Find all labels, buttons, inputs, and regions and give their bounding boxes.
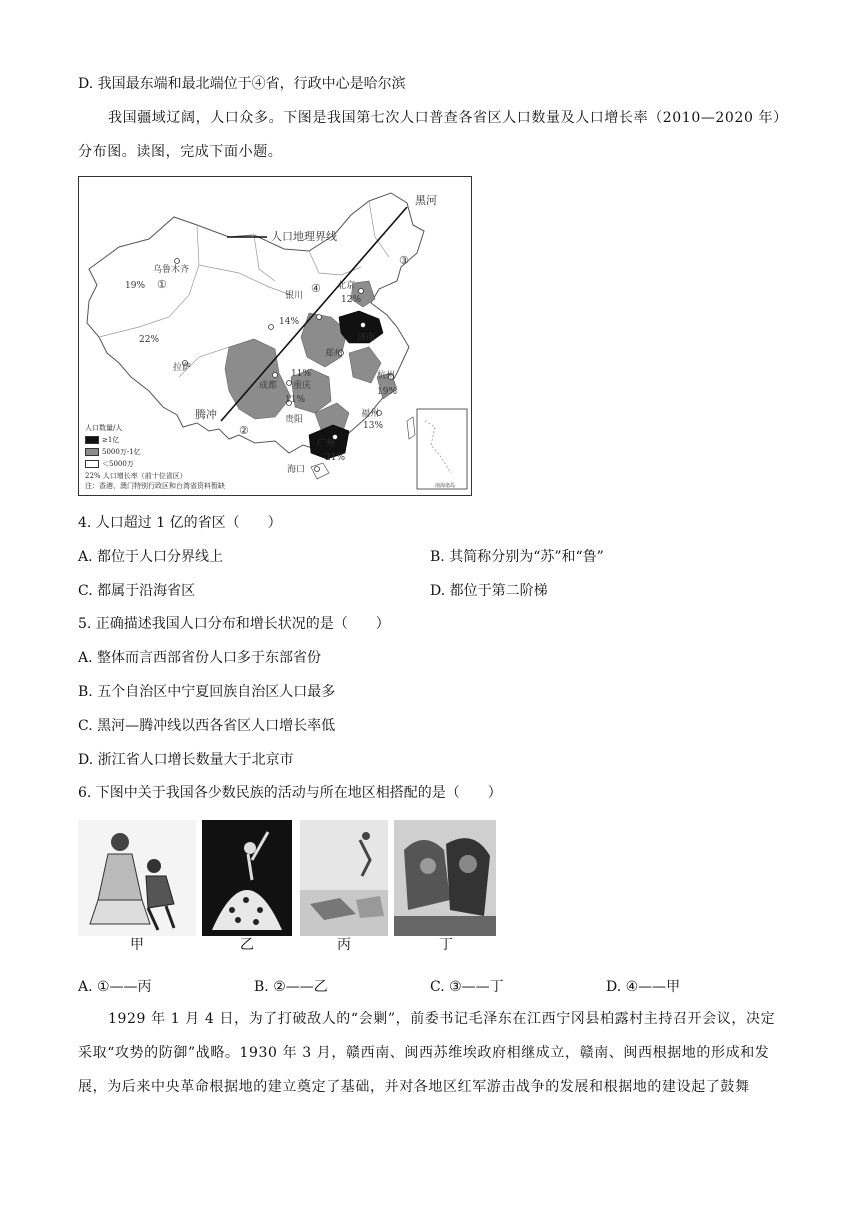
q5-option-b[interactable]: B. 五个自治区中宁夏回族自治区人口最多: [78, 684, 336, 700]
legend-growth-note: 22% 人口增长率（前十位省区）: [85, 472, 187, 480]
q5-stem: 5. 正确描述我国人口分布和增长状况的是（ ）: [78, 616, 390, 632]
city-urumqi: 乌鲁木齐: [153, 265, 190, 275]
caption-ding: 丁: [439, 937, 453, 953]
marker-4: ④: [311, 282, 321, 295]
city-chongqing: 重庆: [293, 381, 312, 391]
growth-beijing: 12%: [341, 295, 362, 305]
population-map: [78, 176, 472, 496]
q4-option-a[interactable]: A. 都位于人口分界线上: [78, 549, 224, 565]
city-heihe: 黑河: [415, 194, 437, 207]
q4-option-d[interactable]: D. 都位于第二阶梯: [430, 583, 548, 599]
city-jinan: 济南: [357, 333, 376, 343]
q6-option-d[interactable]: D. ④——甲: [606, 979, 681, 995]
q5-option-a[interactable]: A. 整体而言西部省份人口多于东部省份: [78, 650, 322, 666]
city-tengchong: 腾冲: [195, 408, 217, 421]
city-chengdu: 成都: [259, 381, 278, 391]
marker-3: ③: [399, 254, 409, 267]
q6-option-c[interactable]: C. ③——丁: [430, 979, 504, 995]
legend-item-white: ＜5000万: [85, 459, 134, 469]
growth-guizhou: 11%: [285, 395, 306, 405]
legend-swatch-grey: [85, 448, 99, 456]
legend-footnote: 注：香港、澳门特别行政区和台湾省资料暂缺: [85, 482, 225, 490]
city-zhengzhou: 郑州: [325, 349, 344, 359]
inset-label: 南海诸岛: [435, 483, 456, 489]
photo-bing: [300, 820, 388, 936]
q4-option-c[interactable]: C. 都属于沿海省区: [78, 583, 196, 599]
growth-tibet: 22%: [139, 335, 160, 345]
caption-jia: 甲: [130, 937, 144, 953]
city-fuzhou: 福州: [361, 409, 380, 419]
photo-jia: [78, 820, 196, 936]
caption-yi: 乙: [240, 937, 254, 953]
legend-swatch-black: [85, 436, 99, 444]
city-yinchuan: 银川: [285, 291, 304, 301]
boundary-line-label: 人口地理界线: [271, 230, 337, 243]
city-haikou: 海口: [287, 465, 306, 475]
growth-fujian: 13%: [363, 421, 384, 431]
q4-stem: 4. 人口超过 1 亿的省区（ ）: [78, 515, 282, 531]
marker-1: ①: [157, 278, 167, 291]
city-guiyang: 贵阳: [285, 415, 304, 425]
legend-item-grey: 5000万-1亿: [85, 447, 141, 457]
legend-item-black: ≥1亿: [85, 435, 119, 445]
caption-bing: 丙: [337, 937, 351, 953]
legend-swatch-white: [85, 460, 99, 468]
marker-2: ②: [239, 424, 249, 437]
q5-option-d[interactable]: D. 浙江省人口增长数量大于北京市: [78, 752, 294, 768]
option-d-previous: D. 我国最东端和最北端位于④省，行政中心是哈尔滨: [78, 76, 406, 92]
q5-option-c[interactable]: C. 黑河—腾冲线以西各省区人口增长率低: [78, 718, 336, 734]
growth-zhejiang: 19%: [377, 387, 398, 397]
city-beijing: 北京: [337, 281, 356, 291]
growth-guangdong: 21%: [325, 453, 346, 463]
q6-option-a[interactable]: A. ①——丙: [78, 979, 152, 995]
city-lhasa: 拉萨: [173, 363, 192, 373]
history-passage: 1929 年 1 月 4 日，为了打破敌人的“会剿”，前委书记毛泽东在江西宁冈县柏露村主持召开会议，决定采取“攻势的防御”战略。1930 年 3 月，赣西南、闽西苏维埃政府相继成立，赣南、闽西根据地的形成和发展，为后来中央革命根据地的建立奠定了基础，并对各地区红军游击战争的发展和根据地的建设起了鼓舞: [78, 1011, 776, 1095]
city-hangzhou: 杭州: [377, 371, 396, 381]
city-guangzhou: 广州: [317, 439, 336, 449]
growth-xinjiang: 19%: [125, 281, 146, 291]
q4-option-b[interactable]: B. 其简称分别为“苏”和“鲁”: [430, 549, 604, 565]
q6-stem: 6. 下图中关于我国各少数民族的活动与所在地区相搭配的是（ ）: [78, 785, 502, 801]
intro-paragraph: 我国疆域辽阔，人口众多。下图是我国第七次人口普查各省区人口数量及人口增长率（2010—2020 年）分布图。读图，完成下面小题。: [78, 110, 781, 160]
photo-yi: [202, 820, 292, 936]
growth-chongqing: 11%: [291, 369, 312, 379]
q6-option-b[interactable]: B. ②——乙: [254, 979, 328, 995]
growth-ningxia: 14%: [279, 317, 300, 327]
photo-ding: [394, 820, 496, 936]
legend-title: 人口数量/人: [85, 424, 123, 432]
